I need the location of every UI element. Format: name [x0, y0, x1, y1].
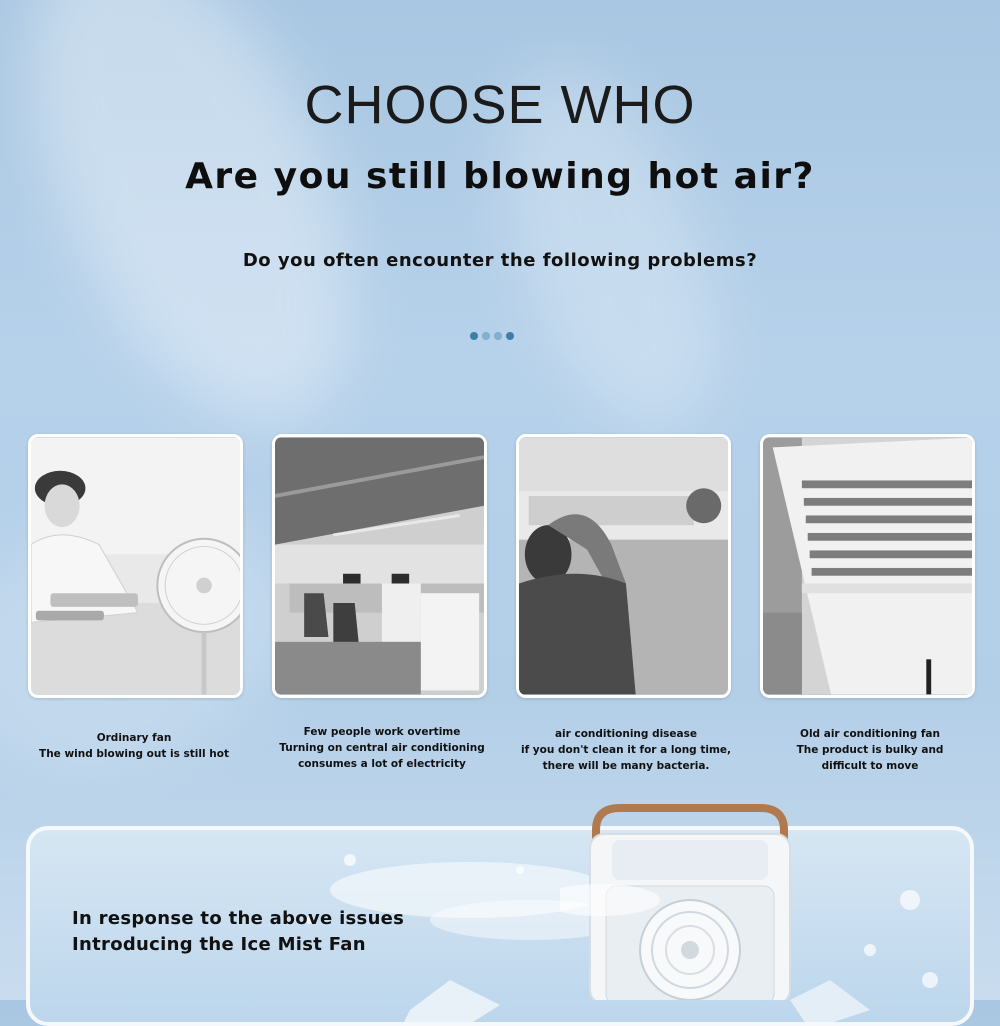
caption-line: Ordinary fan [96, 732, 172, 744]
caption-line: consumes a lot of electricity [298, 758, 466, 770]
solution-line-1: In response to the above issues [72, 908, 405, 929]
solution-line-2: Introducing the Ice Mist Fan [72, 934, 366, 955]
carousel-dot[interactable] [470, 332, 478, 340]
light-streak [0, 0, 418, 471]
problem-caption-3 [506, 726, 746, 774]
problem-caption-1 [14, 730, 254, 762]
page-title-top: CHOOSE WHO [304, 75, 696, 135]
problem-card-ordinary-fan [28, 434, 243, 698]
ice-mist-fan-product [560, 800, 820, 1000]
caption-line: The wind blowing out is still hot [39, 748, 229, 760]
carousel-dot[interactable] [482, 332, 490, 340]
caption-line: Turning on central air conditioning [279, 742, 485, 754]
page-title-main: Are you still blowing hot air? [185, 156, 815, 197]
caption-line: Old air conditioning fan [800, 728, 940, 740]
caption-line: if you don't clean it for a long time, [520, 744, 732, 756]
empty-office-photo [275, 437, 484, 695]
problem-caption-4 [750, 726, 990, 774]
solution-text [72, 906, 404, 958]
caption-line: difficult to move [821, 760, 919, 772]
caption-line: Few people work overtime [303, 726, 461, 738]
problem-card-ac-disease [516, 434, 731, 698]
caption-line: The product is bulky and [796, 744, 944, 756]
page-subtitle: Do you often encounter the following problems? [242, 250, 758, 271]
carousel-dot[interactable] [506, 332, 514, 340]
problem-card-office [272, 434, 487, 698]
carousel-dots [470, 332, 514, 340]
person-scratching-head-photo [519, 437, 728, 695]
caption-line: air conditioning disease [554, 728, 698, 740]
caption-line: there will be many bacteria. [542, 760, 710, 772]
problem-caption-2 [262, 724, 502, 772]
woman-with-fan-photo [31, 437, 240, 695]
air-cooler-unit-photo [763, 437, 972, 695]
problem-card-old-ac-fan [760, 434, 975, 698]
carousel-dot[interactable] [494, 332, 502, 340]
